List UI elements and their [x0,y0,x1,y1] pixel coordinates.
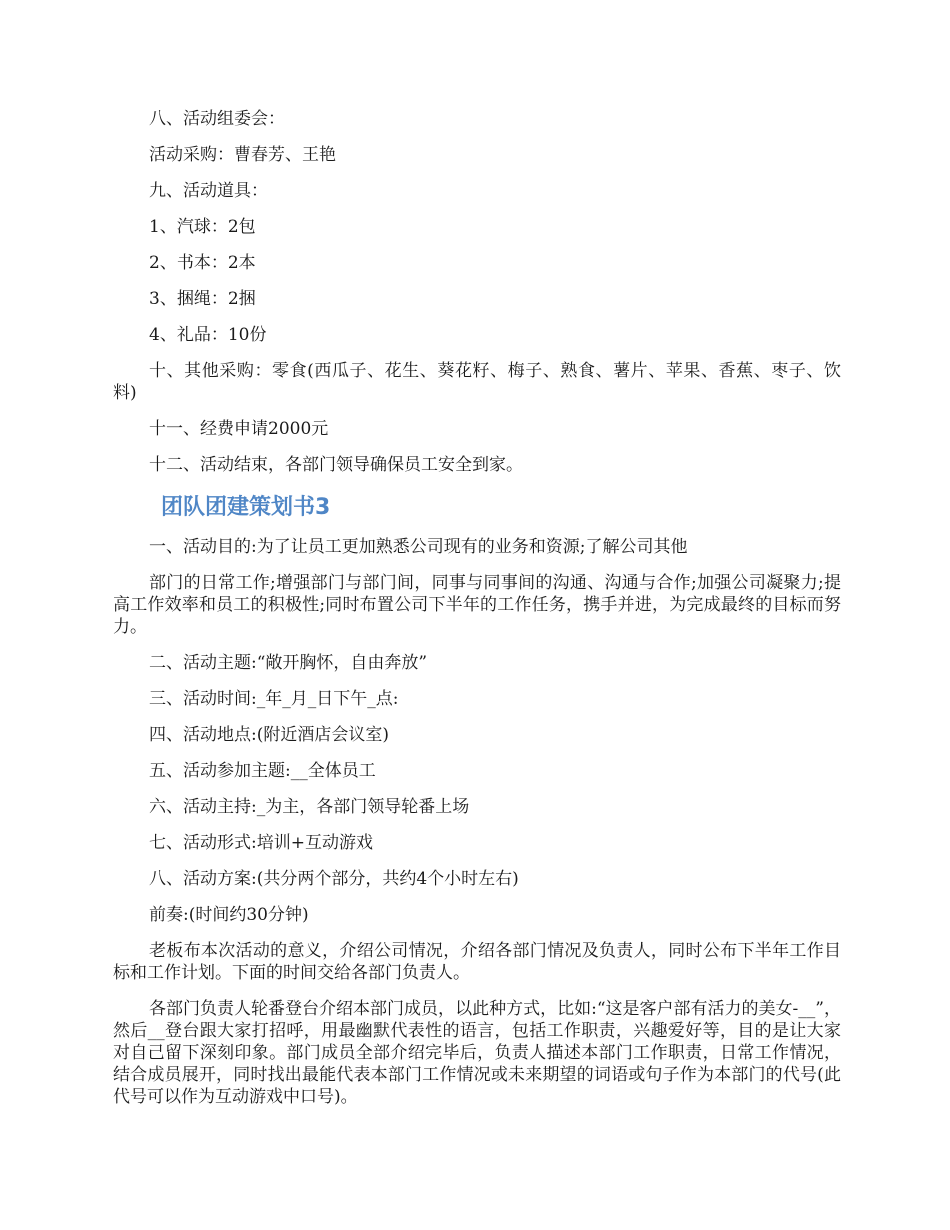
paragraph-props-title: 九、活动道具： [149,181,268,201]
paragraph-time: 三、活动时间:_年_月_日下午_点: [149,689,399,709]
paragraph-purchasing: 活动采购：曹春芳、王艳 [149,145,336,165]
paragraph-location: 四、活动地点:(附近酒店会议室) [149,725,389,745]
paragraph-plan: 八、活动方案:(共分两个部分，共约4个小时左右) [149,869,519,889]
paragraph-activity-end: 十二、活动结束，各部门领导确保员工安全到家。 [149,455,523,475]
paragraph-purpose-detail: 部门的日常工作;增强部门与部门间，同事与同事间的沟通、沟通与合作;加强公司凝聚力;提高工作效率和员工的积极性;同时布置公司下半年的工作任务，携手并进，为完成最终的目标而努力。 [113,573,841,637]
paragraph-participants: 五、活动参加主题:__全体员工 [149,761,376,781]
paragraph-props-ropes: 3、捆绳：2捆 [149,289,256,309]
paragraph-props-books: 2、书本：2本 [149,253,256,273]
paragraph-department-intro: 各部门负责人轮番登台介绍本部门成员，以此种方式，比如:“这是客户部有活力的美女-__”，然后__登台跟大家打招呼，用最幽默代表性的语言，包括工作职责，兴趣爱好等，目的是让大家对自己留下深刻印象。部门成员全部介绍完毕后，负责人描述本部门工作职责，日常工作情况，结合成员展开，同时找出最能代表本部门工作情况或未来期望的词语或句子作为本部门的代号(此代号可以作为互动游戏中口号)。 [113,999,841,1107]
document-page [113,108,841,1122]
paragraph-theme: 二、活动主题:“敞开胸怀，自由奔放” [149,653,428,673]
paragraph-prelude: 前奏:(时间约30分钟) [149,905,309,925]
paragraph-purpose: 一、活动目的:为了让员工更加熟悉公司现有的业务和资源;了解公司其他 [149,537,688,557]
paragraph-budget: 十一、经费申请2000元 [149,419,329,439]
paragraph-other-purchases: 十、其他采购：零食(西瓜子、花生、葵花籽、梅子、熟食、薯片、苹果、香蕉、枣子、饮料) [113,361,841,403]
section-heading: 团队团建策划书3 [161,495,331,520]
paragraph-host: 六、活动主持:_为主，各部门领导轮番上场 [149,797,470,817]
paragraph-props-gifts: 4、礼品：10份 [149,325,267,345]
paragraph-committee: 八、活动组委会： [149,109,285,129]
paragraph-format: 七、活动形式:培训+互动游戏 [149,833,373,853]
paragraph-props-balloons: 1、汽球：2包 [149,217,256,237]
paragraph-boss-intro: 老板布本次活动的意义，介绍公司情况，介绍各部门情况及负责人，同时公布下半年工作目标和工作计划。下面的时间交给各部门负责人。 [113,941,841,983]
